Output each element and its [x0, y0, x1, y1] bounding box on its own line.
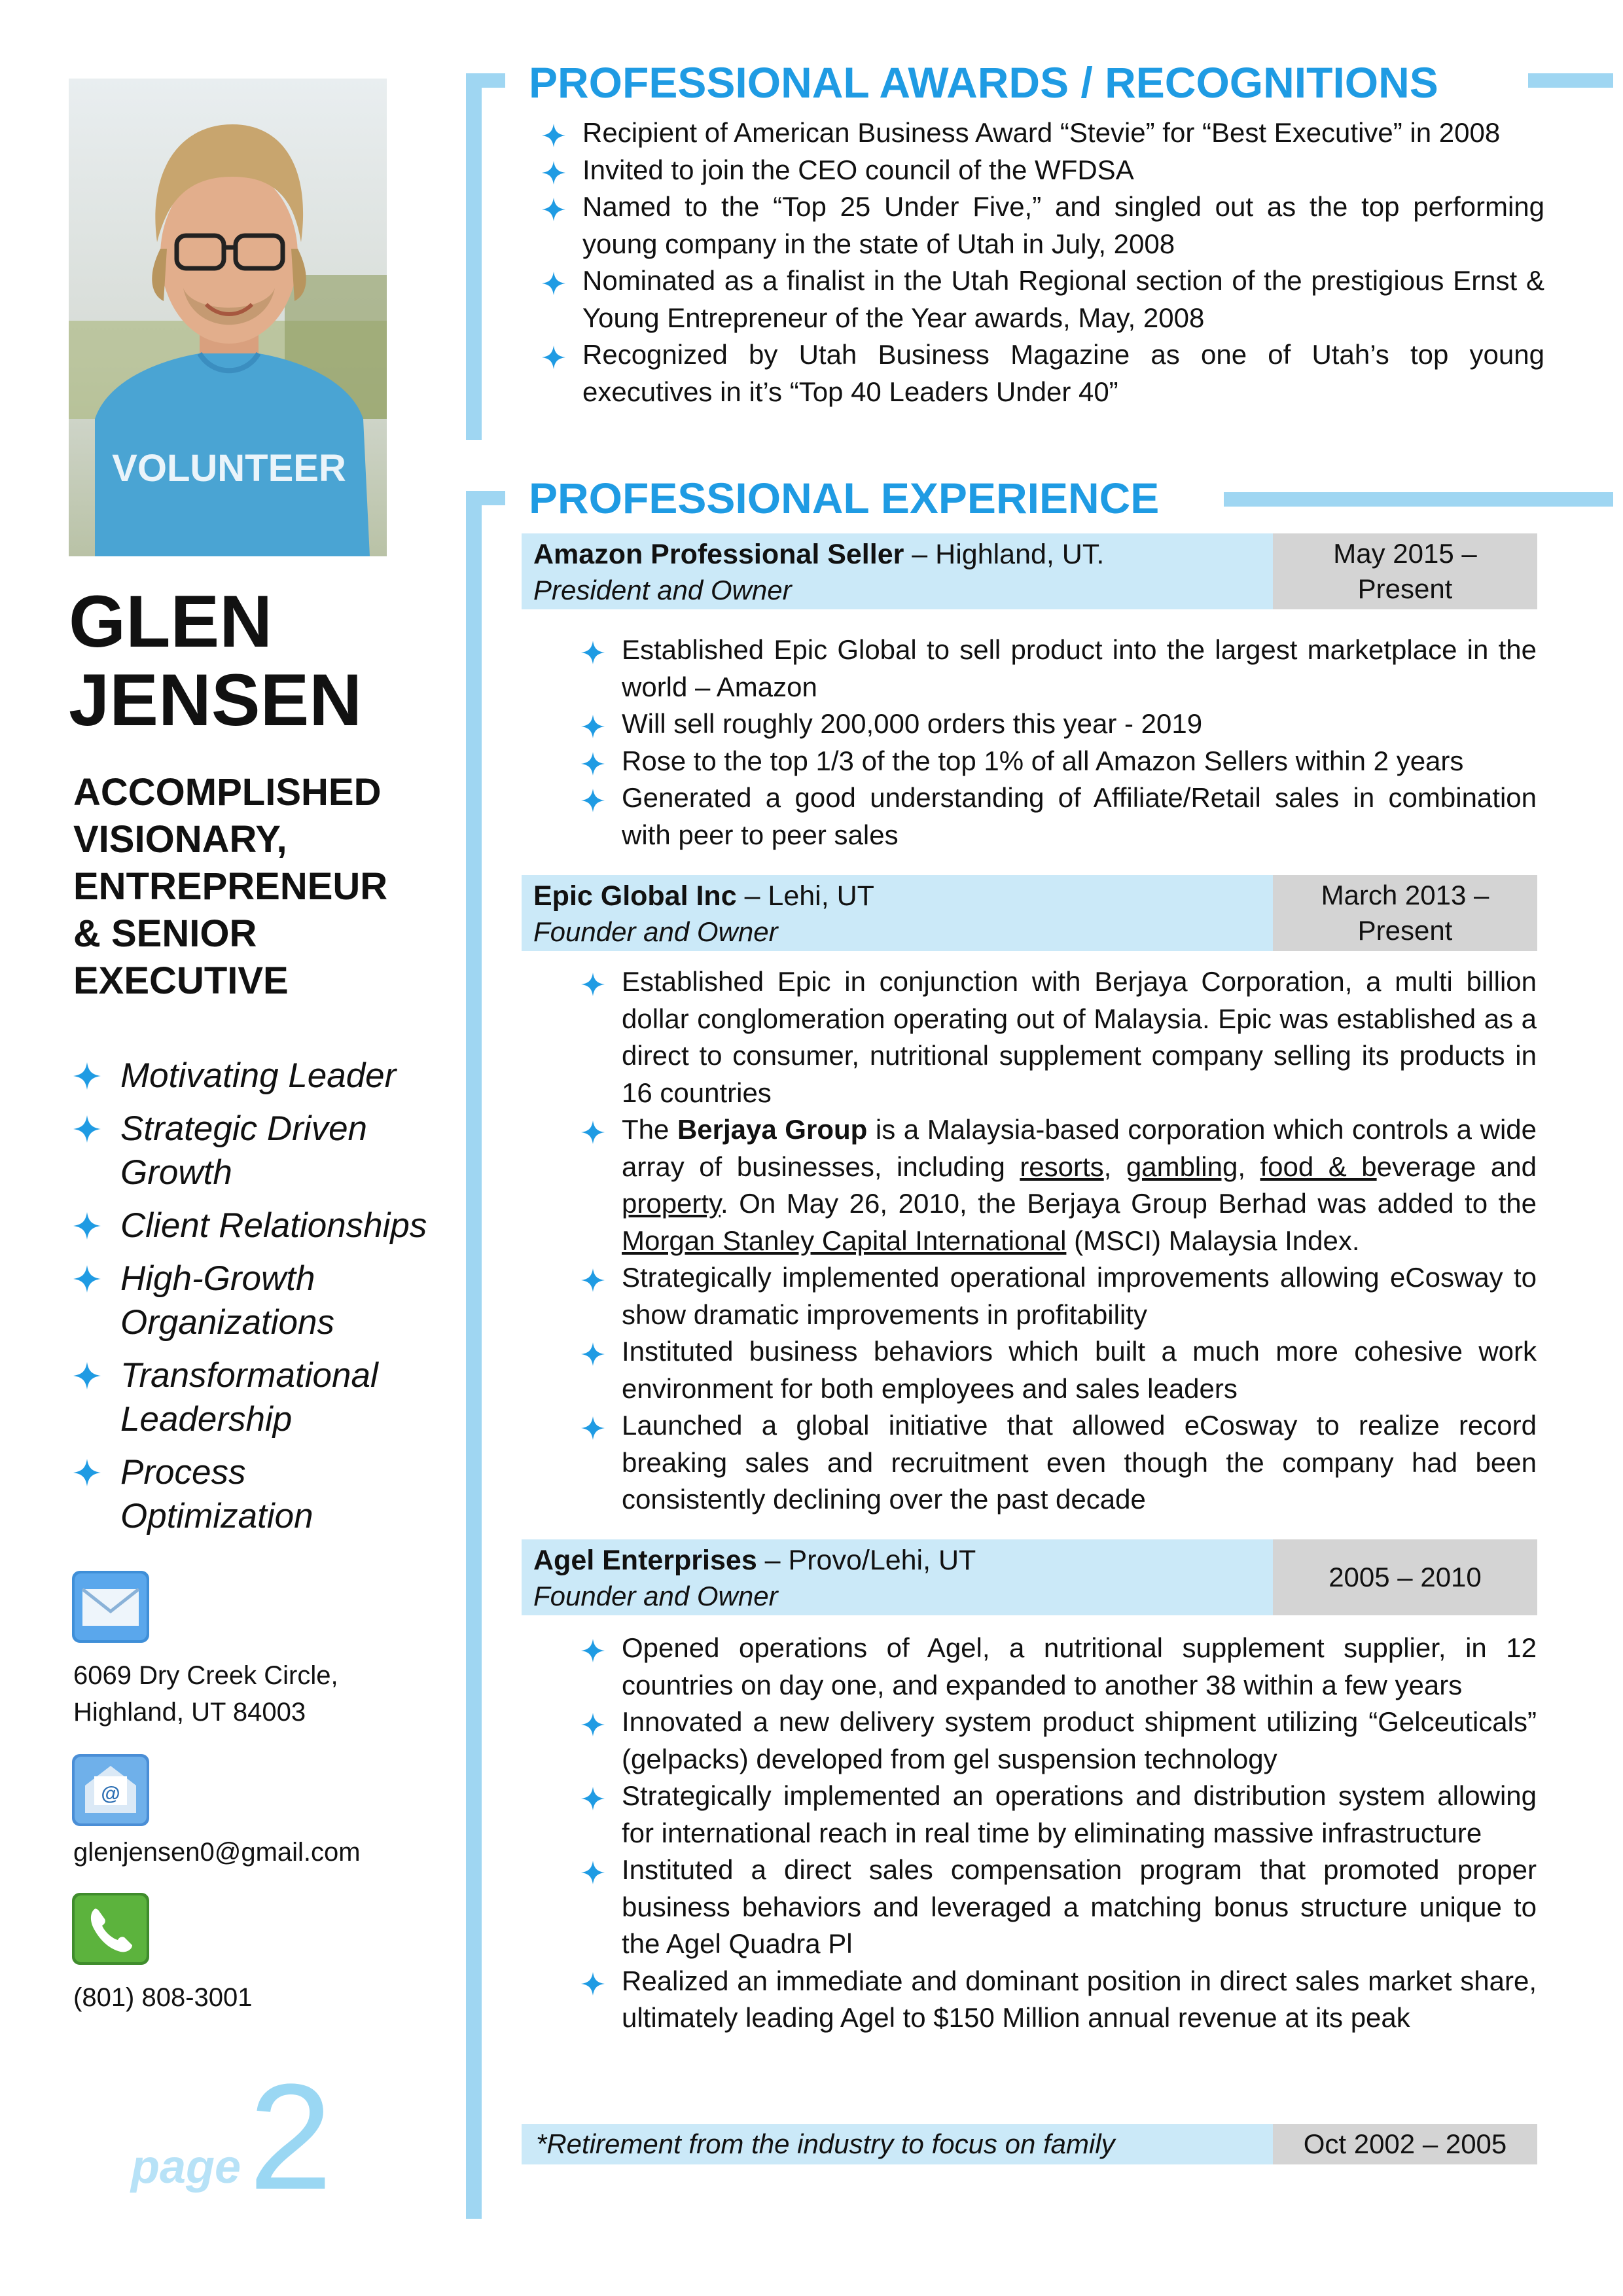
job-bullet: Instituted business behaviors which built a much more cohesive work environment for both employees and sales leaders: [581, 1333, 1537, 1407]
star-bullet-icon: [581, 1972, 605, 1996]
star-bullet-icon: [542, 161, 565, 185]
awards-heading: PROFESSIONAL AWARDS / RECOGNITIONS: [529, 58, 1438, 107]
job-bullet: The Berjaya Group is a Malaysia-based corporation which controls a wide array of businesses, including resorts, gambling, food & beverage and property. On May 26, 2010, the Berjaya Group Berhad was added to the Morgan Stanley Capital International (MSCI) Malaysia Index.: [581, 1111, 1537, 1259]
awards-bracket-vertical: [466, 73, 482, 440]
retirement-note: *Retirement from the industry to focus on family: [536, 2128, 1115, 2159]
star-bullet-icon: [581, 789, 605, 812]
star-bullet-icon: [73, 1265, 101, 1293]
company-location: – Provo/Lehi, UT: [757, 1545, 976, 1576]
job-bullets: [581, 963, 1537, 1518]
job-bullet: Generated a good understanding of Affiliate/Retail sales in combination with peer to peer sales: [581, 780, 1537, 853]
star-bullet-icon: [73, 1459, 101, 1486]
skills-list: [73, 1054, 466, 1547]
skill-item: Strategic Driven Growth: [73, 1107, 466, 1194]
title-line: & SENIOR: [73, 912, 257, 955]
retirement-dates: Oct 2002 – 2005: [1273, 2124, 1537, 2164]
retirement-row: [522, 2124, 1537, 2164]
job-dates: 2005 – 2010: [1273, 1539, 1537, 1615]
svg-text:@: @: [101, 1783, 120, 1804]
profile-photo: [69, 79, 387, 556]
title-line: VISIONARY,: [73, 818, 287, 861]
link-food-beverage[interactable]: food & b: [1260, 1151, 1377, 1182]
star-bullet-icon: [542, 124, 565, 147]
awards-bracket-top: [466, 73, 505, 88]
job-company-line: [533, 537, 1104, 572]
experience-heading: PROFESSIONAL EXPERIENCE: [529, 474, 1160, 522]
job-bullet: Realized an immediate and dominant position in direct sales market share, ultimately leading Agel to $150 Million annual revenue at its peak: [581, 1963, 1537, 2037]
job-bullets: [581, 632, 1537, 853]
skill-item: High-Growth Organizations: [73, 1257, 466, 1344]
job-bullets: [581, 1630, 1537, 2037]
last-name: JENSEN: [69, 659, 363, 741]
email-at-icon: [71, 1753, 151, 1827]
phone-number[interactable]: (801) 808-3001: [73, 1983, 253, 2012]
awards-list: [542, 115, 1544, 410]
award-item: Nominated as a finalist in the Utah Regional section of the prestigious Ernst & Young Entrepreneur of the Year awards, May, 2008: [542, 262, 1544, 336]
star-bullet-icon: [542, 272, 565, 295]
link-msci[interactable]: Morgan Stanley Capital International: [622, 1225, 1067, 1256]
job-dates: May 2015 – Present: [1273, 533, 1537, 609]
first-name: GLEN: [69, 581, 273, 662]
star-bullet-icon: [581, 1121, 605, 1144]
star-bullet-icon: [581, 752, 605, 776]
job-company-line: [533, 1543, 976, 1578]
job-company-line: [533, 879, 874, 914]
link-resorts[interactable]: resorts: [1020, 1151, 1104, 1182]
mail-envelope-icon: [71, 1570, 151, 1644]
job-bullet: Established Epic Global to sell product into the largest marketplace in the world – Amazon: [581, 632, 1537, 706]
star-bullet-icon: [581, 1342, 605, 1366]
star-bullet-icon: [542, 346, 565, 369]
company-location: – Lehi, UT: [736, 880, 874, 912]
email-address[interactable]: glenjensen0@gmail.com: [73, 1838, 361, 1867]
title-line: ENTREPRENEUR: [73, 865, 388, 908]
job-header: [522, 875, 1537, 951]
company-name: Agel Enterprises: [533, 1545, 757, 1576]
star-bullet-icon: [581, 973, 605, 996]
address-line: Highland, UT 84003: [73, 1698, 306, 1727]
job-bullet: Launched a global initiative that allowed eCosway to realize record breaking sales and recruitment even though the company had been consistently declining over the past decade: [581, 1407, 1537, 1518]
phone-icon: [71, 1892, 151, 1966]
job-header: [522, 1539, 1537, 1615]
star-bullet-icon: [581, 1861, 605, 1884]
award-item: Named to the “Top 25 Under Five,” and singled out as the top performing young company in the state of Utah in July, 2008: [542, 188, 1544, 262]
job-bullet: Innovated a new delivery system product shipment utilizing “Gelceuticals” (gelpacks) developed from gel suspension technology: [581, 1704, 1537, 1778]
job-bullet: Established Epic in conjunction with Berjaya Corporation, a multi billion dollar conglomeration operating out of Malaysia. Epic was established as a direct to consumer, nutritional supplement company selling its products in 16 countries: [581, 963, 1537, 1111]
skill-item: Process Optimization: [73, 1450, 466, 1538]
address-line: 6069 Dry Creek Circle,: [73, 1661, 338, 1690]
page-label: page: [131, 2141, 241, 2193]
star-bullet-icon: [542, 198, 565, 221]
star-bullet-icon: [581, 1416, 605, 1440]
shirt-text: VOLUNTEER: [112, 447, 346, 490]
link-property[interactable]: property: [622, 1188, 721, 1219]
full-name: [69, 583, 409, 740]
job-dates: March 2013 – Present: [1273, 875, 1537, 951]
title-line: ACCOMPLISHED: [73, 771, 382, 814]
star-bullet-icon: [73, 1115, 101, 1143]
job-header: [522, 533, 1537, 609]
award-item: Recognized by Utah Business Magazine as one of Utah’s top young executives in it’s “Top 40 Leaders Under 40”: [542, 336, 1544, 410]
company-name: Amazon Professional Seller: [533, 539, 904, 570]
address: [73, 1657, 338, 1731]
skill-item: Motivating Leader: [73, 1054, 466, 1098]
job-bullet: Rose to the top 1/3 of the top 1% of all Amazon Sellers within 2 years: [581, 743, 1537, 780]
awards-heading-rule: [1528, 73, 1613, 88]
star-bullet-icon: [581, 715, 605, 738]
experience-heading-rule: [1224, 492, 1613, 507]
skill-item: Transformational Leadership: [73, 1354, 466, 1441]
award-item: Invited to join the CEO council of the WFDSA: [542, 152, 1544, 189]
job-role: President and Owner: [533, 575, 792, 605]
job-bullet: Strategically implemented an operations and distribution system allowing for international reach in real time by eliminating massive infrastructure: [581, 1778, 1537, 1852]
company-name: Epic Global Inc: [533, 880, 737, 912]
job-bullet: Strategically implemented operational improvements allowing eCosway to show dramatic improvements in profitability: [581, 1259, 1537, 1333]
star-bullet-icon: [581, 1639, 605, 1662]
experience-bracket-top: [466, 491, 505, 505]
page-number: 2: [249, 2053, 332, 2221]
job-role: Founder and Owner: [533, 1581, 778, 1611]
link-gambling[interactable]: gambling: [1126, 1151, 1238, 1182]
job-bullet: Will sell roughly 200,000 orders this year - 2019: [581, 706, 1537, 743]
experience-bracket-vertical: [466, 491, 482, 2219]
award-item: Recipient of American Business Award “Stevie” for “Best Executive” in 2008: [542, 115, 1544, 152]
star-bullet-icon: [581, 1787, 605, 1810]
title-line: EXECUTIVE: [73, 960, 289, 1002]
star-bullet-icon: [581, 1268, 605, 1292]
job-bullet: Instituted a direct sales compensation program that promoted proper business behaviors and leveraged a matching bonus structure unique to the Agel Quadra Pl: [581, 1852, 1537, 1963]
job-role: Founder and Owner: [533, 916, 778, 947]
job-bullet: Opened operations of Agel, a nutritional supplement supplier, in 12 countries on day one, and expanded to another 38 within a few years: [581, 1630, 1537, 1704]
star-bullet-icon: [73, 1212, 101, 1240]
star-bullet-icon: [581, 1713, 605, 1736]
star-bullet-icon: [73, 1362, 101, 1390]
skill-item: Client Relationships: [73, 1204, 466, 1247]
star-bullet-icon: [581, 641, 605, 664]
professional-title: [73, 769, 440, 1005]
star-bullet-icon: [73, 1062, 101, 1090]
company-location: – Highland, UT.: [904, 539, 1105, 570]
